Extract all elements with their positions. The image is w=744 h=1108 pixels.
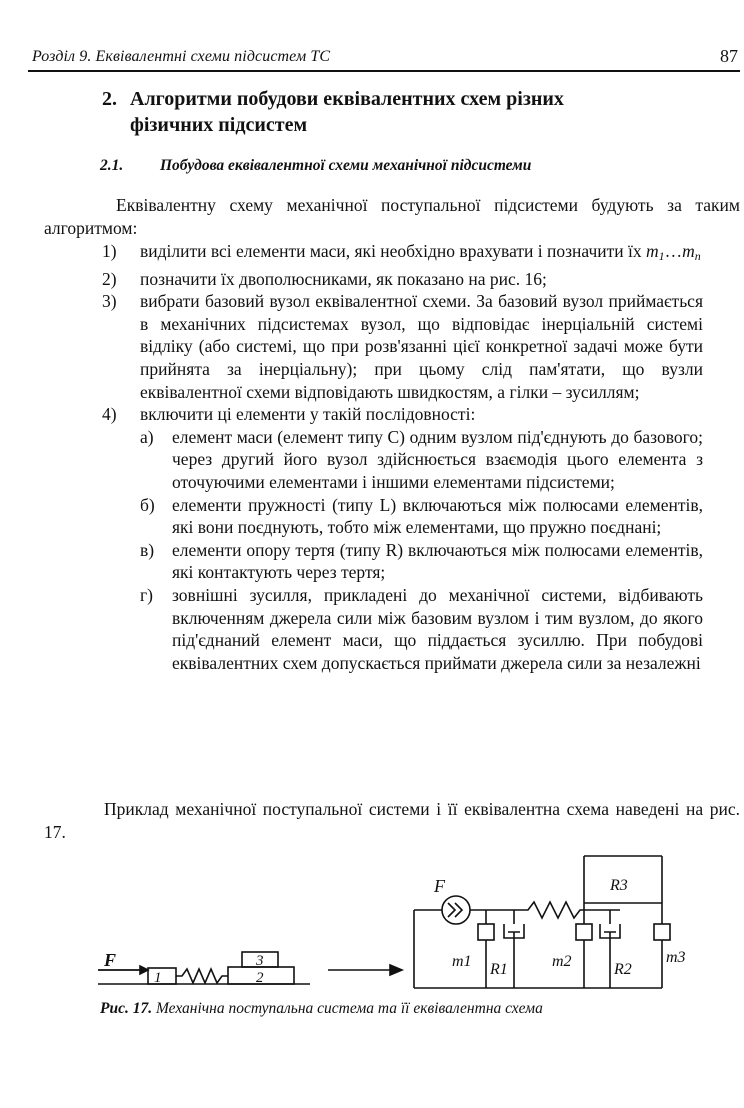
chapter-title-line1: Алгоритми побудови еквівалентних схем різних xyxy=(130,88,564,110)
r2-label: R2 xyxy=(614,961,632,978)
m3-label: m3 xyxy=(666,949,686,966)
list-item-text: вибрати базовий вузол еквівалентної схеми. За базовий вузол приймається в механічних підсистемах вузол, що відповідає інерціальній системі відліку (або системі, що при розв'язанні цієї конкретної задачі може бути прийнята за інерціальну); при цьому слід пам'ятати, що вузли еквівалентної схеми відповідають швидкостям, а гілки – зусиллям; xyxy=(140,291,703,402)
sub-list-item xyxy=(58,539,703,584)
m2-label: m2 xyxy=(552,953,572,970)
sub-list-item-letter: а) xyxy=(140,426,154,447)
section-number: 2.1. xyxy=(100,157,124,174)
list-item-text: виділити всі елементи маси, які необхідно врахувати і позначити їх xyxy=(140,241,647,261)
list-item xyxy=(58,240,703,268)
page-number: 87 xyxy=(720,46,738,66)
block-2-label: 2 xyxy=(256,970,264,986)
mass-m1 xyxy=(478,924,494,940)
sub-list-item xyxy=(58,426,703,494)
caption-label: Рис. 17. xyxy=(100,1000,153,1017)
list-item xyxy=(58,403,703,426)
figure-17 xyxy=(96,848,736,998)
list-item-number: 1) xyxy=(102,241,117,261)
equivalent-circuit xyxy=(414,856,686,988)
figure-diagram xyxy=(96,848,736,998)
sub-list-item-letter: г) xyxy=(140,584,154,605)
circuit-force-label: F xyxy=(434,876,445,896)
force-arrow-head xyxy=(140,966,148,974)
list-item-number: 2) xyxy=(102,268,117,289)
sub-list-item-letter: б) xyxy=(140,494,155,515)
spring xyxy=(176,969,228,983)
block-1 xyxy=(148,968,176,984)
block-1-label: 1 xyxy=(154,970,162,986)
transition-arrow-head xyxy=(390,965,402,975)
running-title: Розділ 9. Еквівалентні схеми підсистем ТС xyxy=(32,48,331,65)
chapter-title-line2: фізичних підсистем xyxy=(130,114,308,136)
ellipsis: … xyxy=(664,241,683,261)
list-item-text: включити ці елементи у такій послідовності: xyxy=(140,404,476,425)
m1-label: m1 xyxy=(452,953,472,970)
list-item-number: 4) xyxy=(102,404,117,425)
running-header xyxy=(28,44,740,72)
source-chevrons xyxy=(448,903,462,917)
caption-text: Механічна поступальна система та її еквівалентна схема xyxy=(155,1000,543,1017)
list-item xyxy=(58,268,703,291)
intro-paragraph: Еквівалентну схему механічної поступальної підсистеми будують за таким алгоритмом: xyxy=(44,195,740,238)
sub-list-item-text: елементи пружності (типу L) включаються між полюсами елементів, які вони поєднують, тобто між елементами, що пружно поєднані; xyxy=(172,494,703,538)
section-heading xyxy=(100,157,700,175)
sub-list-item-text: зовнішні зусилля, прикладені до механічної системи, відбивають включенням джерела сили між базовим вузлом і тим вузлом, до якого під'єднаний елемент маси, що піддається зусиллю. При побудові еквівалентних схем допускається приймати джерела сили за незалежні xyxy=(172,584,703,673)
section-title: Побудова еквівалентної схеми механічної підсистеми xyxy=(160,157,532,174)
mech-force-label: F xyxy=(104,950,117,970)
mass-symbol-last: $m_n$ xyxy=(682,241,701,263)
block-3-label: 3 xyxy=(256,953,264,969)
outro-paragraph: Приклад механічної поступальної системи і її еквівалентна схема наведені на рис. 17. xyxy=(44,799,740,842)
algorithm-list xyxy=(58,240,703,674)
r3-label: R3 xyxy=(610,877,628,894)
damper-r1 xyxy=(504,924,524,988)
list-item xyxy=(58,290,703,403)
mass-symbol-first: $m_1$ xyxy=(646,241,665,263)
r1-label: R1 xyxy=(490,961,508,978)
mechanical-system xyxy=(98,950,310,986)
mass-m3 xyxy=(654,924,670,940)
sub-list-item xyxy=(58,494,703,539)
list-item-number: 3) xyxy=(102,291,117,312)
chapter-heading xyxy=(102,86,662,138)
mass-m2 xyxy=(576,924,592,940)
chapter-number: 2. xyxy=(102,88,117,110)
sub-list-item-text: елемент маси (елемент типу С) одним вузлом під'єднують до базового; через другий його вузол здійснюється взаємодія цього елемента з оточуючими елементами і іншими елементами підсистеми; xyxy=(172,426,703,492)
sub-list-item-text: елементи опору тертя (типу R) включаються між полюсами елементів, які контактують через тертя; xyxy=(172,539,703,583)
list-item-text: позначити їх двополюсниками, як показано на рис. 16; xyxy=(140,268,547,289)
spring-element xyxy=(514,902,584,918)
sub-list-item xyxy=(58,584,703,674)
damper-r2 xyxy=(600,924,620,988)
figure-caption xyxy=(100,1000,740,1018)
sub-list-item-letter: в) xyxy=(140,539,155,560)
